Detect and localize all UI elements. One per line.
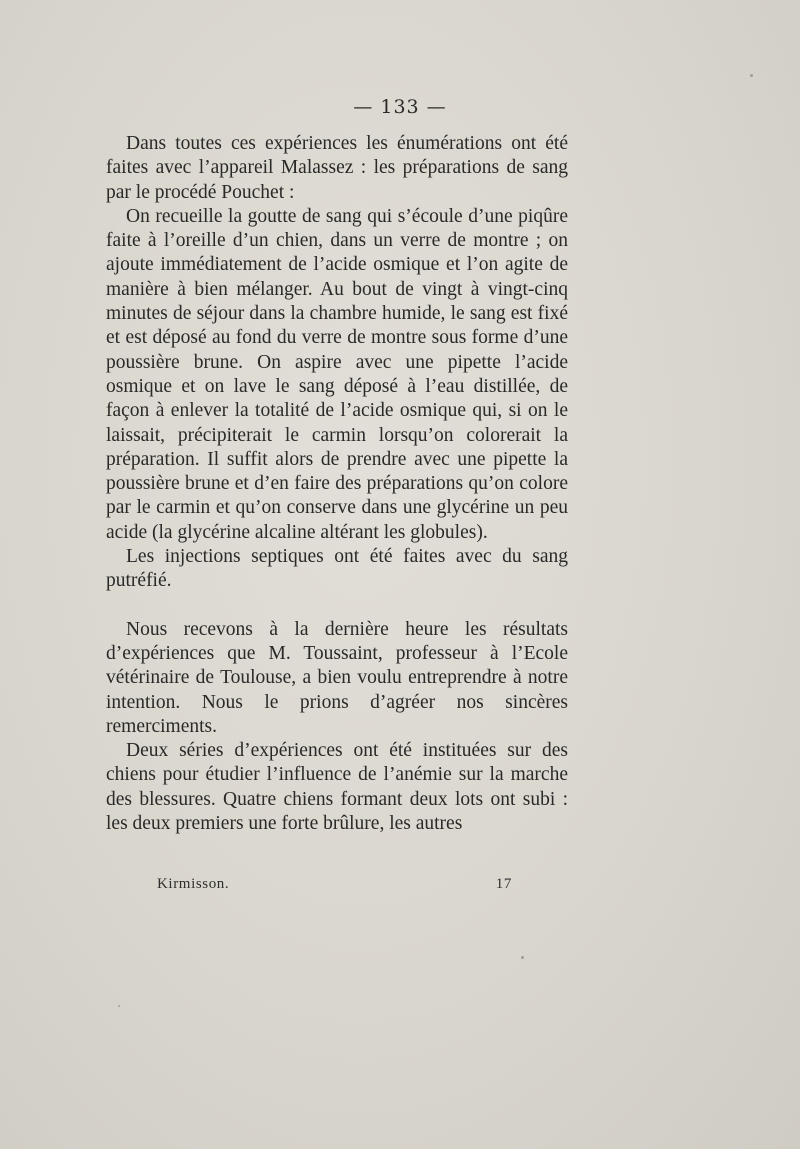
paragraph: Nous recevons à la dernière heure les résultats d’expériences que M. Toussaint, professeur à l’Ecole vétérinaire de Toulouse, a bien voulu entreprendre à notre intention. Nous le prions d’agréer nos sincères remerciments. [106,618,568,737]
paper-speck [750,74,753,77]
body-text [106,132,568,836]
paper-speck [521,956,524,959]
paragraph: Deux séries d’expériences ont été instituées sur des chiens pour étudier l’influence de l’anémie sur la marche des blessures. Quatre chiens formant deux lots ont subi : les deux premiers une forte brûlure, les autres [106,740,568,835]
page-number: — 133 — [353,96,447,118]
paragraph: Les injections septiques ont été faites avec du sang putréfié. [106,546,568,592]
footer-author: Kirmisson. [157,876,230,892]
signature-mark: 17 [495,876,512,892]
paper-speck [118,1005,120,1007]
paragraph: Dans toutes ces expériences les énumérations ont été faites avec l’appareil Malassez : les préparations de sang par le procédé Pouchet : [106,133,568,203]
paragraph: On recueille la goutte de sang qui s’écoule d’une piqûre faite à l’oreille d’un chien, dans un verre de montre ; on ajoute immédiatement de l’acide osmique et l’on agite de manière à bien mélanger. Au bout de vingt à vingt-cinq minutes de séjour dans la chambre humide, le sang est fixé et est déposé au fond du verre de montre sous forme d’une poussière brune. On aspire avec une pipette l’acide osmique et on lave le sang déposé à l’eau distillée, de façon à enlever la totalité de l’acide osmique qui, si on le laissait, précipiterait le carmin lorsqu’on colorerait la préparation. Il suffit alors de prendre avec une pipette la poussière brune et d’en faire des préparations qu’on colore par le carmin et qu’on conserve dans une glycérine un peu acide (la glycérine alcaline altérant les globules). [106,205,568,543]
